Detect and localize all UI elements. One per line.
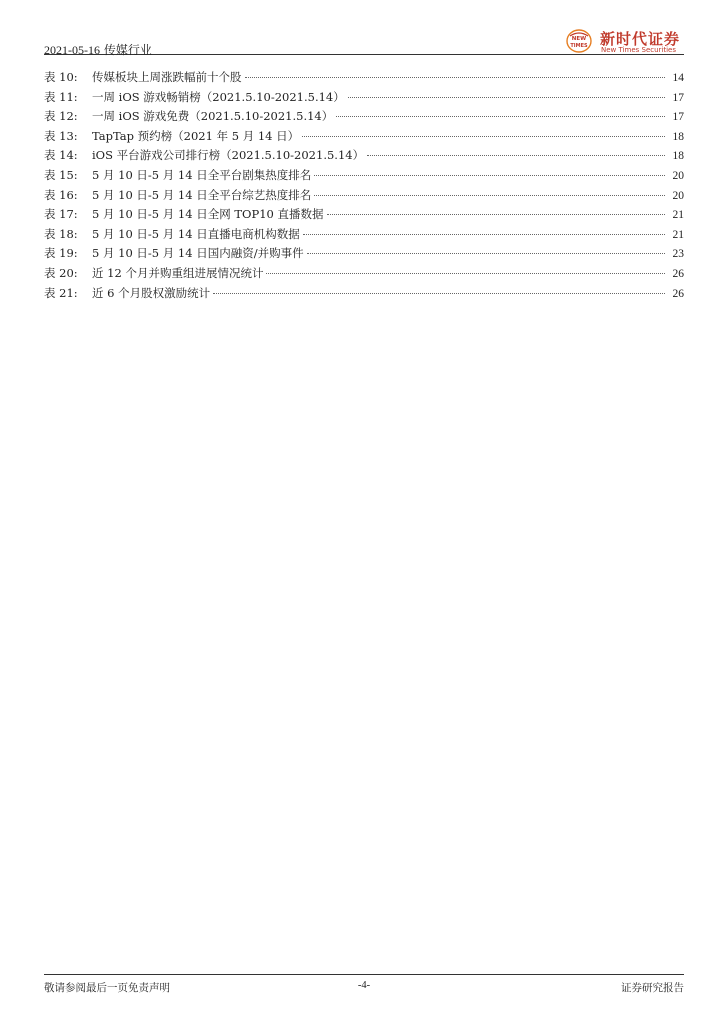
toc-entry-label: 表 18: xyxy=(44,226,78,241)
toc-entry-label: 表 12: xyxy=(44,109,78,124)
company-logo xyxy=(564,28,684,54)
toc-entry-label: 表 14: xyxy=(44,148,78,163)
toc-leader-dots xyxy=(336,116,665,117)
toc-entry-title[interactable]: TapTap 预约榜（2021 年 5 月 14 日） xyxy=(92,128,300,143)
toc-entry[interactable] xyxy=(44,88,684,108)
toc-leader-dots xyxy=(213,293,665,294)
toc-entry-label: 表 15: xyxy=(44,167,78,182)
footer-disclaimer: 敬请参阅最后一页免责声明 xyxy=(44,982,170,994)
page-header xyxy=(44,24,684,55)
toc-entry[interactable] xyxy=(44,146,684,166)
toc-entry-label: 表 17: xyxy=(44,207,78,222)
toc-leader-dots xyxy=(314,195,665,196)
toc-entry-title[interactable]: 5 月 10 日-5 月 14 日全平台综艺热度排名 xyxy=(92,187,312,202)
toc-entry[interactable] xyxy=(44,205,684,225)
toc-entry-title[interactable]: 传媒板块上周涨跌幅前十个股 xyxy=(92,70,242,84)
toc-entry[interactable] xyxy=(44,284,684,304)
toc-entry[interactable] xyxy=(44,127,684,147)
toc-entry-title[interactable]: 近 6 个月股权激励统计 xyxy=(92,285,211,300)
header-info xyxy=(44,41,152,58)
svg-text:NEW: NEW xyxy=(571,36,587,42)
report-date: 2021-05-16 xyxy=(44,43,100,57)
toc-entry-page[interactable]: 14 xyxy=(672,72,684,84)
report-type: 证券研究报告 xyxy=(621,982,684,994)
logo-name-en: New Times Securities xyxy=(601,46,676,54)
toc-entry[interactable] xyxy=(44,225,684,245)
toc-entry-title[interactable]: 5 月 10 日-5 月 14 日全平台剧集热度排名 xyxy=(92,167,312,182)
svg-text:TIMES: TIMES xyxy=(570,43,588,49)
toc-entry-page[interactable]: 21 xyxy=(672,209,684,222)
toc-leader-dots xyxy=(367,155,665,156)
toc-entry[interactable] xyxy=(44,186,684,206)
page-number: -4- xyxy=(357,980,371,991)
toc-entry-title[interactable]: 近 12 个月并购重组进展情况统计 xyxy=(92,265,264,280)
toc-entry-page[interactable]: 20 xyxy=(672,189,684,202)
toc-entry-page[interactable]: 17 xyxy=(672,111,684,124)
toc-leader-dots xyxy=(302,136,665,137)
toc-leader-dots xyxy=(245,77,666,78)
toc-entry[interactable] xyxy=(44,68,684,88)
toc-entry[interactable] xyxy=(44,107,684,127)
toc-entry-title[interactable]: 一周 iOS 游戏免费（2021.5.10-2021.5.14） xyxy=(92,109,334,124)
toc-leader-dots xyxy=(307,253,665,254)
toc-entry-title[interactable]: 一周 iOS 游戏畅销榜（2021.5.10-2021.5.14） xyxy=(92,89,345,104)
page-footer xyxy=(44,974,684,995)
toc-entry-label: 表 10: xyxy=(44,70,78,84)
toc-entry-label: 表 20: xyxy=(44,265,78,280)
toc-entry-title[interactable]: 5 月 10 日-5 月 14 日直播电商机构数据 xyxy=(92,226,300,241)
toc-leader-dots xyxy=(266,273,665,274)
toc-entry-label: 表 21: xyxy=(44,285,78,300)
toc-entry-label: 表 13: xyxy=(44,128,78,143)
toc-entry-page[interactable]: 26 xyxy=(672,267,684,280)
toc-leader-dots xyxy=(303,234,665,235)
toc-entry-page[interactable]: 20 xyxy=(672,169,684,182)
toc-entry[interactable] xyxy=(44,244,684,264)
toc-entry-page[interactable]: 17 xyxy=(672,91,684,104)
toc-entry-title[interactable]: iOS 平台游戏公司排行榜（2021.5.10-2021.5.14） xyxy=(92,148,365,163)
toc-entry-label: 表 19: xyxy=(44,246,78,261)
logo-name-cn: 新时代证券 xyxy=(600,30,681,48)
toc-entry-page[interactable]: 26 xyxy=(672,287,684,300)
toc-entry-page[interactable]: 21 xyxy=(672,228,684,241)
toc-entry-page[interactable]: 18 xyxy=(672,150,684,163)
toc-entry[interactable] xyxy=(44,166,684,186)
toc-entry-page[interactable]: 18 xyxy=(672,130,684,143)
toc-leader-dots xyxy=(314,175,665,176)
toc-leader-dots xyxy=(327,214,666,215)
logo-mark-icon xyxy=(566,28,592,54)
industry-label: 传媒行业 xyxy=(103,43,152,57)
toc-entry[interactable] xyxy=(44,264,684,284)
toc-entry-label: 表 16: xyxy=(44,187,78,202)
table-of-tables xyxy=(44,68,684,303)
toc-entry-label: 表 11: xyxy=(44,89,78,104)
toc-entry-page[interactable]: 23 xyxy=(672,248,684,261)
toc-entry-title[interactable]: 5 月 10 日-5 月 14 日国内融资/并购事件 xyxy=(92,246,304,261)
toc-entry-title[interactable]: 5 月 10 日-5 月 14 日全网 TOP10 直播数据 xyxy=(92,207,324,222)
toc-leader-dots xyxy=(348,97,665,98)
